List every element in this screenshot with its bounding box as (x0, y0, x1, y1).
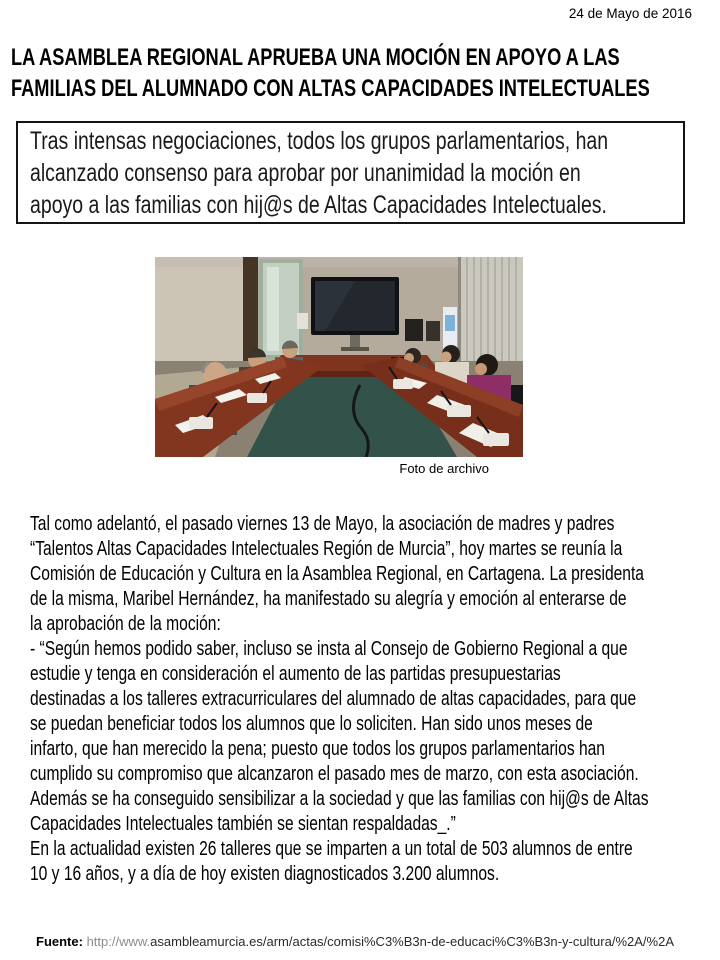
text-line: de la misma, Maribel Hernández, ha manifestado su alegría y emoción al enterarse de (30, 588, 627, 610)
text-line: la aprobación de la moción: (30, 613, 221, 635)
text-line: En la actualidad existen 26 talleres que se imparten a un total de 503 alumnos de entre (30, 838, 633, 860)
article-body (30, 512, 649, 887)
meeting-room-illustration (155, 257, 523, 457)
text-line: Tal como adelantó, el pasado viernes 13 de Mayo, la asociación de madres y padres (30, 513, 615, 535)
text-line: apoyo a las familias con hij@s de Altas Capacidades Intelectuales. (30, 191, 607, 219)
source-label: Fuente: (36, 934, 83, 949)
source-line (36, 934, 674, 949)
page-title (11, 42, 650, 104)
source-url-prefix: http://www. (86, 934, 151, 949)
source-url (87, 934, 674, 949)
text-line: cumplido su compromiso que alcanzaron el pasado mes de marzo, con esta asociación. (30, 763, 639, 785)
text-line: Además se ha conseguido sensibilizar a la sociedad y que las familias con hij@s de Altas (30, 788, 649, 810)
text-line: Comisión de Educación y Cultura en la Asamblea Regional, en Cartagena. La presidenta (30, 563, 644, 585)
text-line: 10 y 16 años, y a día de hoy existen diagnosticados 3.200 alumnos. (30, 863, 500, 885)
photo-caption: Foto de archivo (399, 461, 489, 476)
text-line: destinadas a los talleres extracurriculares del alumnado de altas capacidades, para que (30, 688, 637, 710)
source-url-path: asambleamurcia.es/arm/actas/comisi%C3%B3n-de-educaci%C3%B3n-y-cultura/%2A/%2A (150, 934, 674, 949)
lead-box (16, 121, 685, 224)
text-line: LA ASAMBLEA REGIONAL APRUEBA UNA MOCIÓN EN APOYO A LAS (11, 44, 620, 71)
text-line: Tras intensas negociaciones, todos los grupos parlamentarios, han (30, 127, 609, 155)
meeting-photo (155, 257, 523, 457)
text-line: estudie y tenga en consideración el aumento de las partidas presupuestarias (30, 663, 561, 685)
date-label: 24 de Mayo de 2016 (568, 6, 692, 21)
lead-text (30, 125, 609, 221)
text-line: alcanzado consenso para aprobar por unanimidad la moción en (30, 159, 581, 187)
text-line: “Talentos Altas Capacidades Intelectuales Región de Murcia”, hoy martes se reunía la (30, 538, 623, 560)
text-line: Capacidades Intelectuales también se sientan respaldadas_.” (30, 813, 456, 835)
text-line: FAMILIAS DEL ALUMNADO CON ALTAS CAPACIDADES INTELECTUALES (11, 75, 650, 102)
text-line: infarto, que han merecido la pena; puesto que todos los grupos parlamentarios han (30, 738, 605, 760)
text-line: - “Según hemos podido saber, incluso se insta al Consejo de Gobierno Regional a que (30, 638, 628, 660)
text-line: se puedan beneficiar todos los alumnos que lo soliciten. Han sido unos meses de (30, 713, 593, 735)
